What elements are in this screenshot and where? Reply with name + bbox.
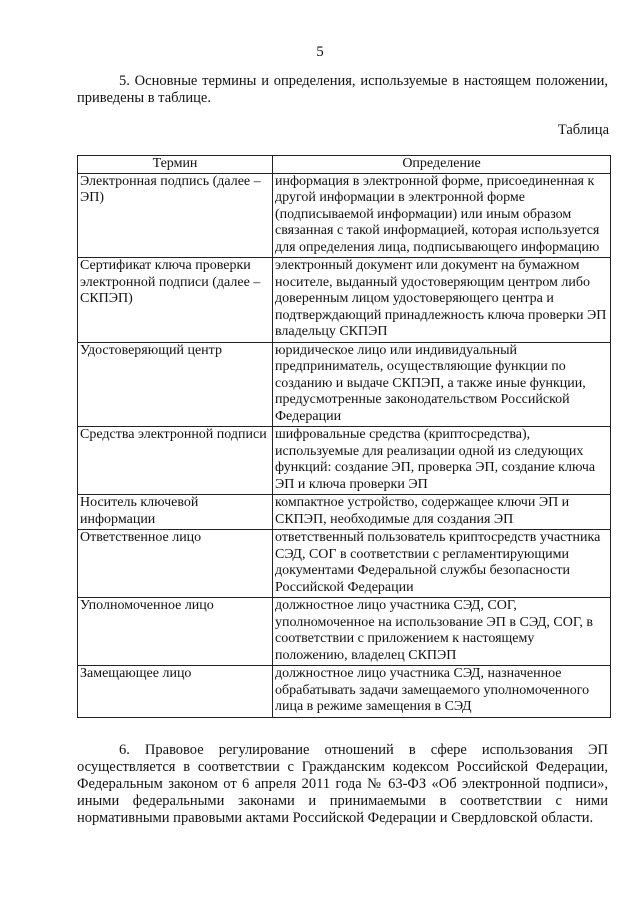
table-row: [78, 173, 611, 258]
header-definition: Определение: [273, 156, 611, 174]
table-row: [78, 342, 611, 427]
term-cell: Замещающее лицо: [78, 666, 273, 718]
term-cell: Электронная подпись (далее – ЭП): [78, 173, 273, 258]
terms-table: [77, 155, 611, 718]
definition-cell: информация в электронной форме, присоединенная к другой информации в электронной форме (подписываемой информации) или иным образом связанная с такой информацией, которая используется для определения лица, подписывающего информацию: [273, 173, 611, 258]
definition-cell: юридическое лицо или индивидуальный предприниматель, осуществляющие функции по созданию и выдаче СКПЭП, а также иные функции, предусмотренные законодательством Российской Федерации: [273, 342, 611, 427]
term-cell: Удостоверяющий центр: [78, 342, 273, 427]
header-term: Термин: [78, 156, 273, 174]
table-row: [78, 666, 611, 718]
definition-cell: ответственный пользователь криптосредств участника СЭД, СОГ в соответствии с регламентирующими документами Федеральной службы безопасности Российской Федерации: [273, 530, 611, 598]
definition-cell: должностное лицо участника СЭД, СОГ, уполномоченное на использование ЭП в СЭД, СОГ, в соответствии с приложением к настоящему положению, владелец СКПЭП: [273, 598, 611, 666]
term-cell: Носитель ключевой информации: [78, 495, 273, 530]
table-caption: Таблица: [557, 122, 609, 138]
term-cell: Уполномоченное лицо: [78, 598, 273, 666]
table-row: [78, 598, 611, 666]
table-row: [78, 495, 611, 530]
section-5-paragraph: 5. Основные термины и определения, используемые в настоящем положении, приведены в таблице.: [77, 73, 608, 106]
table-header-row: [78, 156, 611, 174]
table-row: [78, 427, 611, 495]
definition-cell: шифровальные средства (криптосредства), используемые для реализации одной из следующих функций: создание ЭП, проверка ЭП, создание ключа ЭП и ключа проверки ЭП: [273, 427, 611, 495]
table-row: [78, 530, 611, 598]
term-cell: Сертификат ключа проверки электронной подписи (далее – СКПЭП): [78, 258, 273, 343]
table-row: [78, 258, 611, 343]
page-number: 5: [316, 44, 324, 60]
section-6-paragraph: 6. Правовое регулирование отношений в сфере использования ЭП осуществляется в соответствии с Гражданским кодексом Российской Федерации, Федеральным законом от 6 апреля 2011 года № 63-ФЗ «Об электронной подписи», иными федеральными законами и принимаемыми в соответствии с ними нормативными правовыми актами Российской Федерации и Свердловской области.: [77, 742, 608, 826]
definition-cell: электронный документ или документ на бумажном носителе, выданный удостоверяющим центром либо доверенным лицом удостоверяющего центра и подтверждающий принадлежность ключа проверки ЭП владельцу СКПЭП: [273, 258, 611, 343]
definition-cell: компактное устройство, содержащее ключи ЭП и СКПЭП, необходимые для создания ЭП: [273, 495, 611, 530]
term-cell: Ответственное лицо: [78, 530, 273, 598]
definition-cell: должностное лицо участника СЭД, назначенное обрабатывать задачи замещаемого уполномоченного лица в режиме замещения в СЭД: [273, 666, 611, 718]
term-cell: Средства электронной подписи: [78, 427, 273, 495]
